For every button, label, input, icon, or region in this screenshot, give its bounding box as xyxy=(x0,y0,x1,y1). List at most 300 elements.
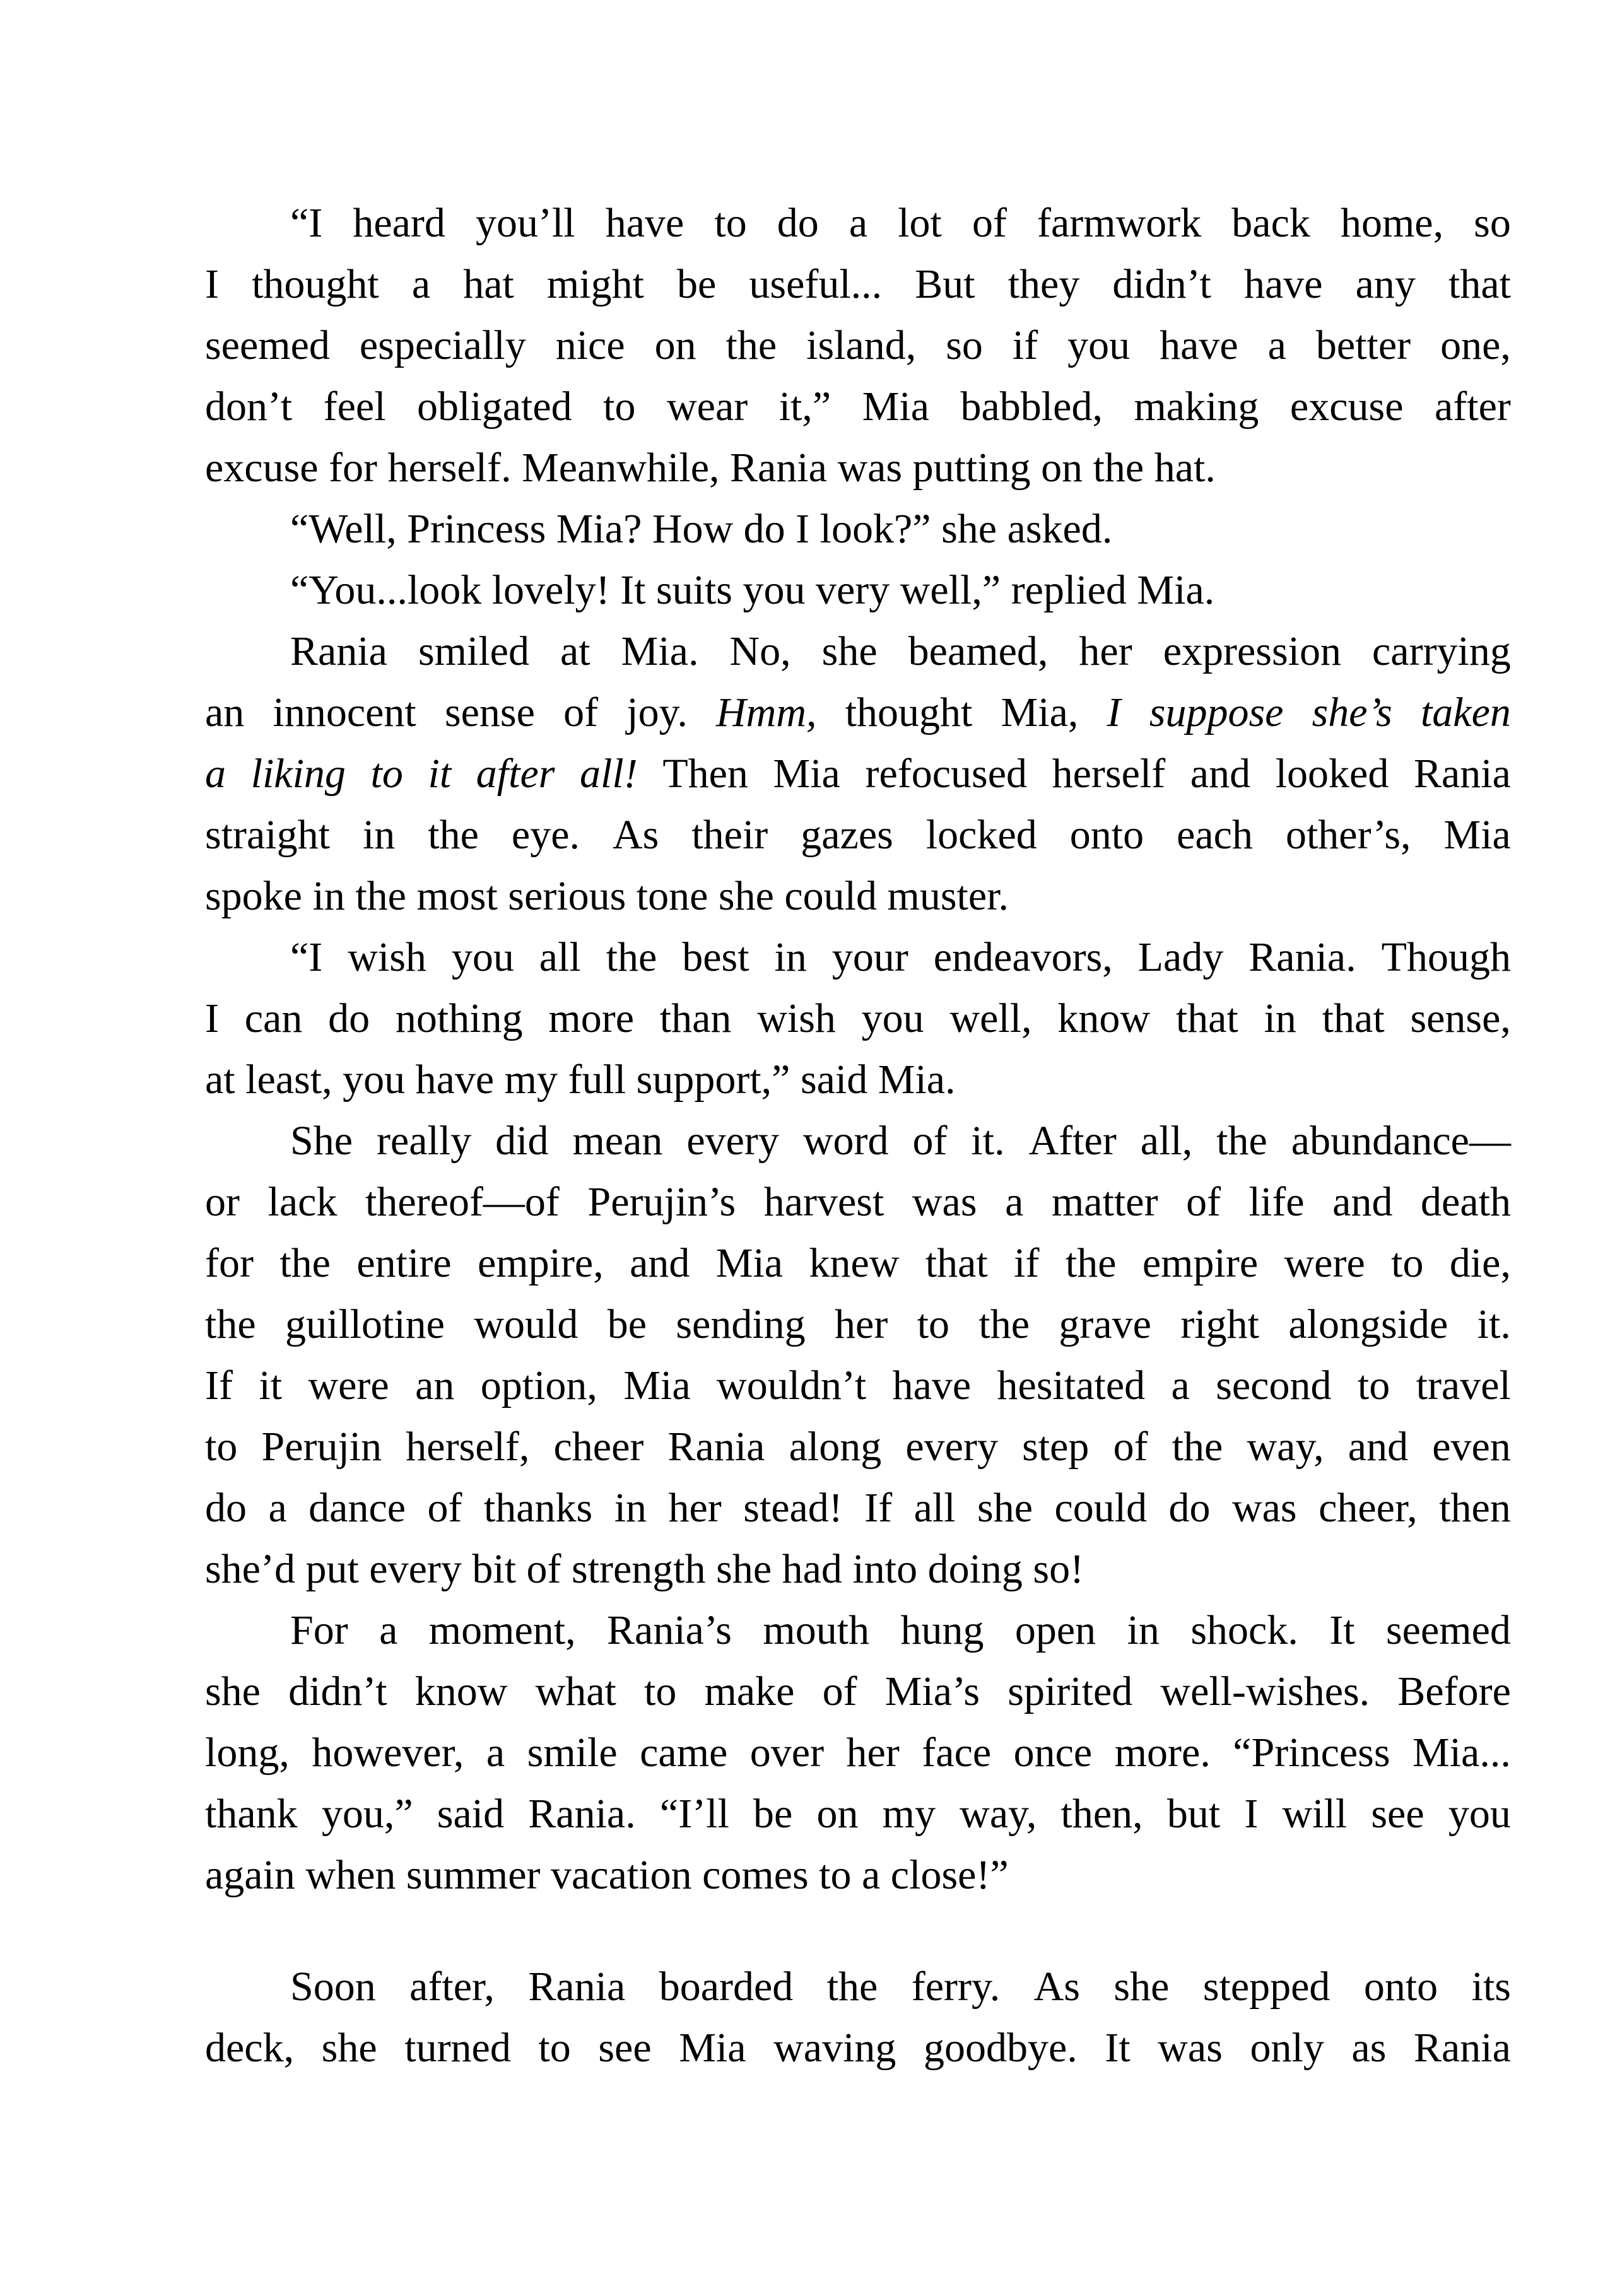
word: knew xyxy=(809,1240,900,1286)
text-line xyxy=(205,254,1511,315)
text-line xyxy=(205,1600,1511,1661)
word: was xyxy=(1158,2025,1223,2071)
word: after xyxy=(1435,384,1511,430)
word: a xyxy=(1005,1179,1024,1225)
word: so xyxy=(946,322,983,368)
word: She xyxy=(290,1118,353,1164)
scene-break xyxy=(205,1906,1511,1956)
word: her xyxy=(835,1301,888,1347)
paragraph xyxy=(205,559,1511,621)
word: smiled xyxy=(418,628,529,674)
word: well, xyxy=(949,995,1032,1041)
word: was xyxy=(1231,1485,1297,1531)
text-line xyxy=(205,1844,1511,1906)
word: Mia xyxy=(1443,812,1511,858)
word: do xyxy=(205,1485,247,1531)
word: If xyxy=(205,1362,233,1409)
word: the xyxy=(1172,1424,1223,1470)
word: a xyxy=(1171,1362,1190,1409)
word: shock. xyxy=(1190,1607,1298,1653)
text-line xyxy=(205,376,1511,437)
word: it. xyxy=(971,1118,1005,1164)
word: have xyxy=(1243,261,1323,307)
word: travel xyxy=(1416,1362,1511,1409)
word: in xyxy=(1264,995,1296,1041)
word: was xyxy=(912,1179,977,1225)
word: that xyxy=(925,1240,988,1286)
word: cheer, xyxy=(1318,1485,1418,1531)
word: wear xyxy=(666,384,748,430)
word: and xyxy=(630,1240,690,1286)
word: however, xyxy=(312,1730,464,1776)
word: the xyxy=(279,1240,331,1286)
word: even xyxy=(1432,1424,1511,1470)
word: all xyxy=(913,1485,956,1531)
word: didn’t xyxy=(288,1668,387,1714)
word: you xyxy=(1448,1791,1511,1837)
word: the xyxy=(826,1964,878,2010)
word: it xyxy=(259,1362,283,1409)
text-line xyxy=(205,1477,1511,1538)
word: see xyxy=(1371,1791,1424,1837)
word: babbled, xyxy=(960,384,1103,430)
word: on xyxy=(654,322,696,368)
word: their xyxy=(691,812,768,858)
word: stepped xyxy=(1202,1964,1330,2010)
word: all xyxy=(539,934,581,980)
word: as xyxy=(1351,2025,1387,2071)
text-line xyxy=(205,1171,1511,1233)
word: of xyxy=(1186,1179,1221,1225)
word: to xyxy=(714,200,747,246)
paragraph xyxy=(205,1956,1511,2078)
word: one, xyxy=(1440,322,1511,368)
word: thanks xyxy=(483,1485,593,1531)
text-line xyxy=(205,988,1511,1049)
word: know xyxy=(414,1668,508,1714)
word: a xyxy=(486,1730,505,1776)
word: and xyxy=(1332,1179,1393,1225)
word: have xyxy=(892,1362,972,1409)
word: dance xyxy=(308,1485,406,1531)
word: any xyxy=(1355,261,1416,307)
word: After xyxy=(1028,1118,1117,1164)
word: empire xyxy=(1142,1240,1259,1286)
paragraph xyxy=(205,927,1511,1110)
word: do xyxy=(1168,1485,1211,1531)
word: lack xyxy=(267,1179,338,1225)
word: die, xyxy=(1449,1240,1511,1286)
word: in xyxy=(774,934,807,980)
word: I xyxy=(1244,1791,1259,1837)
word: more. xyxy=(1114,1730,1211,1776)
word: they xyxy=(1007,261,1080,307)
word: the xyxy=(606,934,657,980)
word: abundance— xyxy=(1291,1118,1511,1164)
word: all, xyxy=(1140,1118,1193,1164)
word: will xyxy=(1282,1791,1348,1837)
word: on xyxy=(816,1791,859,1837)
word: only xyxy=(1250,2025,1324,2071)
word: best xyxy=(682,934,749,980)
word: well-wishes. xyxy=(1160,1668,1370,1714)
word: But xyxy=(915,261,975,307)
word: thought xyxy=(845,689,973,735)
word: then, xyxy=(1060,1791,1143,1837)
word: “I xyxy=(290,200,323,246)
word: would xyxy=(474,1301,578,1347)
word: It xyxy=(1329,1607,1355,1653)
word: were xyxy=(1284,1240,1365,1286)
paragraph xyxy=(205,1110,1511,1600)
word: If xyxy=(864,1485,893,1531)
word: sending xyxy=(676,1301,806,1347)
text-line xyxy=(205,1049,1511,1110)
word: Rania xyxy=(667,1424,765,1470)
word: way, xyxy=(1247,1424,1324,1470)
word: your xyxy=(831,934,908,980)
word: “I xyxy=(290,934,323,980)
word: you xyxy=(861,995,924,1041)
word: make xyxy=(704,1668,795,1714)
word: Mia... xyxy=(1412,1730,1511,1776)
word: a xyxy=(379,1607,398,1653)
word: Though xyxy=(1381,934,1511,980)
word: making xyxy=(1134,384,1259,430)
word: really xyxy=(376,1118,472,1164)
word: No, xyxy=(729,628,791,674)
word: “I’ll xyxy=(659,1791,729,1837)
word: she xyxy=(205,1668,261,1714)
word: Perujin’s xyxy=(587,1179,736,1225)
word: her xyxy=(846,1730,900,1776)
text-line xyxy=(205,621,1511,682)
word: then xyxy=(1439,1485,1511,1531)
word: Mia xyxy=(679,2025,746,2071)
word: Rania. xyxy=(528,1791,636,1837)
word: Mia. xyxy=(621,628,699,674)
word: Rania. xyxy=(1248,934,1356,980)
word: stead! xyxy=(743,1485,843,1531)
word: have xyxy=(1160,322,1238,368)
word: a xyxy=(268,1485,287,1531)
word: came xyxy=(640,1730,728,1776)
word: back xyxy=(1231,200,1310,246)
word: in xyxy=(362,812,396,858)
word: all! xyxy=(580,751,638,797)
word: gazes xyxy=(801,812,893,858)
word: turned xyxy=(404,2025,511,2071)
word: could xyxy=(1054,1485,1148,1531)
word: be xyxy=(607,1301,647,1347)
word: hesitated xyxy=(997,1362,1146,1409)
word: As xyxy=(1033,1964,1080,2010)
word: second xyxy=(1216,1362,1332,1409)
word: Mia xyxy=(862,384,930,430)
word: lot xyxy=(898,200,942,246)
word: guillotine xyxy=(285,1301,445,1347)
word: matter xyxy=(1051,1179,1158,1225)
word: word xyxy=(802,1118,889,1164)
word: be xyxy=(753,1791,793,1837)
word: you’ll xyxy=(475,200,575,246)
word: better xyxy=(1315,322,1411,368)
word: can xyxy=(244,995,303,1041)
word: at xyxy=(560,628,590,674)
word: to xyxy=(1391,1240,1424,1286)
word: onto xyxy=(1069,812,1144,858)
text-line xyxy=(205,743,1511,804)
word: locked xyxy=(925,812,1037,858)
text-segment: spoke in the most serious tone she could muster. xyxy=(205,873,1009,919)
word: to xyxy=(538,2025,571,2071)
word: Mia’s xyxy=(884,1668,980,1714)
text-line xyxy=(205,437,1511,498)
word: seemed xyxy=(1385,1607,1511,1653)
word: if xyxy=(1012,322,1038,368)
word: her xyxy=(1079,628,1132,674)
word: to xyxy=(603,384,636,430)
word: Mia, xyxy=(1001,689,1079,735)
word: if xyxy=(1014,1240,1040,1286)
word: joy. xyxy=(626,689,688,735)
word: suppose xyxy=(1149,689,1284,735)
word: innocent xyxy=(273,689,416,735)
word: I xyxy=(1107,689,1121,735)
word: have xyxy=(605,200,684,246)
word: of xyxy=(822,1668,857,1714)
text-line xyxy=(205,315,1511,376)
word: wouldn’t xyxy=(717,1362,867,1409)
word: you xyxy=(1067,322,1130,368)
word: an xyxy=(205,689,245,735)
word: of xyxy=(912,1118,948,1164)
word: in xyxy=(1127,1607,1160,1653)
word: Perujin xyxy=(261,1424,382,1470)
word: she’s xyxy=(1312,689,1392,735)
text-line xyxy=(205,865,1511,927)
text-line xyxy=(205,192,1511,254)
word: Soon xyxy=(290,1964,376,2010)
word: see xyxy=(598,2025,652,2071)
word: Rania xyxy=(290,628,387,674)
word: life xyxy=(1248,1179,1305,1225)
text-line xyxy=(205,1294,1511,1355)
word: that xyxy=(1322,995,1385,1041)
word: do xyxy=(328,995,370,1041)
word: Mia xyxy=(773,751,840,797)
word: nice xyxy=(555,322,625,368)
word: after xyxy=(476,751,555,797)
word: Rania xyxy=(1413,2025,1511,2071)
word: eye. xyxy=(511,812,580,858)
word: Then xyxy=(662,751,748,797)
word: over xyxy=(749,1730,825,1776)
text-line xyxy=(205,1956,1511,2017)
word: Before xyxy=(1397,1668,1511,1714)
word: that xyxy=(1175,995,1238,1041)
word: face xyxy=(922,1730,992,1776)
word: especially xyxy=(359,322,526,368)
word: excuse xyxy=(1289,384,1404,430)
text-line xyxy=(205,1233,1511,1294)
word: it xyxy=(428,751,452,797)
word: way, xyxy=(960,1791,1037,1837)
word: thank xyxy=(205,1791,298,1837)
word: be xyxy=(677,261,717,307)
word: seemed xyxy=(205,322,330,368)
word: do xyxy=(777,200,819,246)
word: you,” xyxy=(321,1791,413,1837)
word: open xyxy=(1014,1607,1096,1653)
word: home, xyxy=(1340,200,1444,246)
paragraph xyxy=(205,192,1511,498)
word: Rania’s xyxy=(607,1607,732,1653)
text-segment: again when summer vacation comes to a close!” xyxy=(205,1852,1009,1898)
text-line xyxy=(205,559,1511,621)
word: what xyxy=(535,1668,616,1714)
word: of xyxy=(563,689,599,735)
word: to xyxy=(370,751,403,797)
text-line xyxy=(205,1416,1511,1477)
text-line xyxy=(205,2017,1511,2078)
word: wish xyxy=(348,934,426,980)
word: entire xyxy=(356,1240,452,1286)
word: beamed, xyxy=(908,628,1048,674)
word: moment, xyxy=(428,1607,576,1653)
word: mouth xyxy=(763,1607,870,1653)
word: every xyxy=(905,1424,998,1470)
word: in xyxy=(614,1485,647,1531)
text-segment: she’d put every bit of strength she had into doing so! xyxy=(205,1546,1084,1592)
word: but xyxy=(1166,1791,1221,1837)
word: so xyxy=(1474,200,1511,246)
word: feel xyxy=(323,384,386,430)
word: were xyxy=(308,1362,389,1409)
text-line xyxy=(205,682,1511,743)
word: thereof—of xyxy=(365,1179,560,1225)
word: hung xyxy=(900,1607,984,1653)
word: alongside xyxy=(1288,1301,1448,1347)
word: herself, xyxy=(406,1424,530,1470)
word: boarded xyxy=(659,1964,794,2010)
word: herself xyxy=(1052,751,1166,797)
word: to xyxy=(644,1668,677,1714)
word: or xyxy=(205,1179,240,1225)
paragraph xyxy=(205,498,1511,559)
text-line xyxy=(205,1783,1511,1844)
word: each xyxy=(1177,812,1253,858)
word: did xyxy=(495,1118,549,1164)
word: the xyxy=(1216,1118,1267,1164)
word: useful... xyxy=(749,261,883,307)
word: and xyxy=(1348,1424,1409,1470)
word: mean xyxy=(572,1118,663,1164)
word: know xyxy=(1057,995,1151,1041)
word: after, xyxy=(409,1964,495,2010)
word: she xyxy=(821,628,878,674)
word: of xyxy=(972,200,1007,246)
word: the xyxy=(205,1301,256,1347)
word: island, xyxy=(806,322,917,368)
text-line xyxy=(205,1110,1511,1171)
word: and xyxy=(1190,751,1251,797)
word: goodbye. xyxy=(923,2025,1078,2071)
word: “Princess xyxy=(1233,1730,1390,1776)
word: Rania xyxy=(528,1964,626,2010)
word: for xyxy=(205,1240,254,1286)
word: step xyxy=(1022,1424,1089,1470)
text-line xyxy=(205,1722,1511,1783)
word: her xyxy=(668,1485,722,1531)
word: an xyxy=(415,1362,455,1409)
word: to xyxy=(205,1424,238,1470)
text-segment: “Well, Princess Mia? How do I look?” she asked. xyxy=(290,506,1113,552)
word: nothing xyxy=(395,995,523,1041)
word: said xyxy=(437,1791,505,1837)
word: straight xyxy=(205,812,330,858)
word: it. xyxy=(1477,1301,1511,1347)
word: a xyxy=(849,200,868,246)
text-line xyxy=(205,927,1511,988)
word: a xyxy=(411,261,431,307)
word: don’t xyxy=(205,384,293,430)
word: other’s, xyxy=(1285,812,1411,858)
word: ferry. xyxy=(911,1964,1001,2010)
word: hat xyxy=(463,261,514,307)
text-segment: at least, you have my full support,” said Mia. xyxy=(205,1057,956,1103)
word: of xyxy=(427,1485,462,1531)
word: you xyxy=(451,934,514,980)
word: It xyxy=(1105,2025,1130,2071)
word: a xyxy=(1267,322,1286,368)
word: sense xyxy=(444,689,535,735)
word: thought xyxy=(252,261,379,307)
word: looked xyxy=(1275,751,1389,797)
word: that xyxy=(1448,261,1511,307)
word: deck, xyxy=(205,2025,295,2071)
word: the xyxy=(1065,1240,1117,1286)
word: she xyxy=(1113,1964,1170,2010)
word: of xyxy=(1113,1424,1148,1470)
word: more xyxy=(548,995,634,1041)
word: I xyxy=(205,995,219,1041)
word: grave xyxy=(1059,1301,1151,1347)
word: option, xyxy=(480,1362,597,1409)
word: death xyxy=(1421,1179,1511,1225)
word: long, xyxy=(205,1730,290,1776)
text-line xyxy=(205,1538,1511,1600)
word: For xyxy=(290,1607,348,1653)
word: than xyxy=(659,995,732,1041)
text-line xyxy=(205,1355,1511,1416)
word: Lady xyxy=(1137,934,1224,980)
word: every xyxy=(686,1118,779,1164)
word: to xyxy=(917,1301,950,1347)
word: my xyxy=(882,1791,936,1837)
word: once xyxy=(1013,1730,1093,1776)
word: carrying xyxy=(1372,628,1511,674)
text-segment: “You...look lovely! It suits you very well,” replied Mia. xyxy=(290,567,1215,613)
text-line xyxy=(205,498,1511,559)
word: Mia xyxy=(623,1362,691,1409)
word: wish xyxy=(757,995,836,1041)
word: along xyxy=(789,1424,882,1470)
word: expression xyxy=(1163,628,1341,674)
word: smile xyxy=(527,1730,618,1776)
word: to xyxy=(1357,1362,1390,1409)
word: I xyxy=(205,261,219,307)
